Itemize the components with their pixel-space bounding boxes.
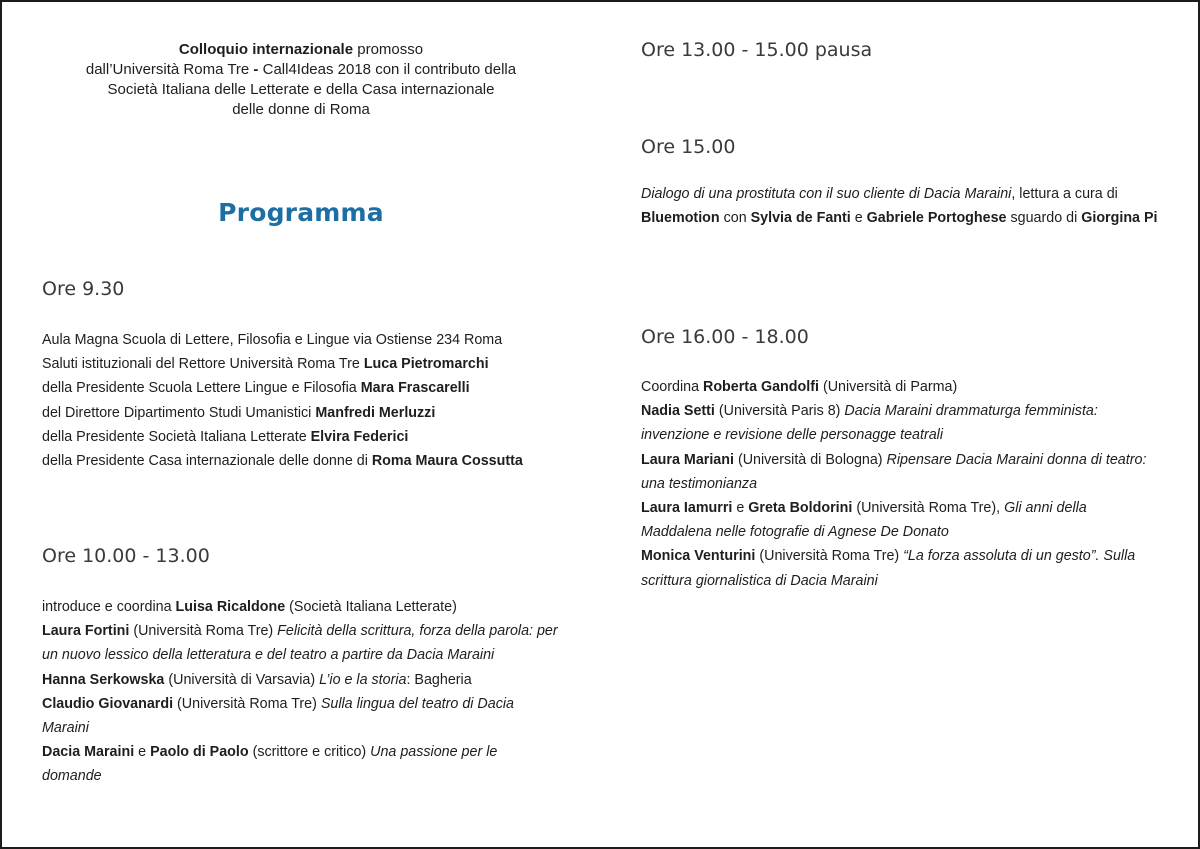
talk-fortini: Laura Fortini (Università Roma Tre) Felicità della scrittura, forza della parola: per un nuovo lessico della letteratura e del teatro a partire da Dacia Maraini <box>42 623 558 664</box>
talk-serkowska: Hanna Serkowska (Università di Varsavia) L’io e la storia: Bagheria <box>42 671 472 688</box>
greeting-line-school: della Presidente Scuola Lettere Lingue e Filosofia Mara Frascarelli <box>42 380 470 397</box>
session-time-0930: Ore 9.30 <box>42 278 125 300</box>
talk-mariani: Laura Mariani (Università di Bologna) Ripensare Dacia Maraini donna di teatro: una testimonianza <box>641 451 1147 492</box>
intro-line-3: Società Italiana delle Letterate e della Casa internazionale <box>107 81 495 98</box>
session-time-pause: Ore 13.00 - 15.00 pausa <box>641 39 873 61</box>
greeting-line-department: del Direttore Dipartimento Studi Umanistici Manfredi Merluzzi <box>42 404 436 421</box>
moderator-line: introduce e coordina Luisa Ricaldone (Società Italiana Letterate) <box>42 599 457 615</box>
intro-line-1: Colloquio internazionale promosso <box>178 41 424 58</box>
session-1000-details <box>42 595 560 789</box>
greeting-line-society: della Presidente Società Italiana Letterate Elvira Federici <box>42 428 409 445</box>
session-time-1000: Ore 10.00 - 13.00 <box>42 545 210 567</box>
talk-iamurri-boldorini: Laura Iamurri e Greta Boldorini (Università Roma Tre), Gli anni della Maddalena nelle fotografie di Agnese De Donato <box>641 500 1087 541</box>
greeting-line-rector: Saluti istituzionali del Rettore Università Roma Tre Luca Pietromarchi <box>42 356 489 373</box>
reading-paragraph: Dialogo di una prostituta con il suo cliente di Dacia Maraini, lettura a cura di Bluemotion con Sylvia de Fanti e Gabriele Portoghese sguardo di Giorgina Pi <box>641 186 1158 227</box>
session-1600-details <box>641 375 1159 593</box>
session-time-1600: Ore 16.00 - 18.00 <box>641 326 809 348</box>
session-0930-details <box>42 328 560 473</box>
talk-venturini: Monica Venturini (Università Roma Tre) “La forza assoluta di un gesto”. Sulla scrittura giornalistica di Dacia Maraini <box>641 548 1136 589</box>
intro-line-4: delle donne di Roma <box>232 101 370 118</box>
talk-maraini-dipaolo: Dacia Maraini e Paolo di Paolo (scrittore e critico) Una passione per le domande <box>42 744 498 785</box>
greeting-line-casa: della Presidente Casa internazionale delle donne di Roma Maura Cossutta <box>42 453 523 470</box>
talk-giovanardi: Claudio Giovanardi (Università Roma Tre) Sulla lingua del teatro di Dacia Maraini <box>42 695 514 737</box>
session-time-1500: Ore 15.00 <box>641 136 736 158</box>
coordinator-line: Coordina Roberta Gandolfi (Università di Parma) <box>641 379 958 395</box>
session-1500-details <box>641 182 1159 230</box>
talk-setti: Nadia Setti (Università Paris 8) Dacia Maraini drammaturga femminista: invenzione e revisione delle personagge teatrali <box>641 403 1098 444</box>
intro-text <box>42 40 560 120</box>
venue-line: Aula Magna Scuola di Lettere, Filosofia e Lingue via Ostiense 234 Roma <box>42 332 503 348</box>
intro-line-2: dall’Università Roma Tre - Call4Ideas 2018 con il contributo della <box>85 61 517 78</box>
page-title: Programma <box>218 198 384 227</box>
